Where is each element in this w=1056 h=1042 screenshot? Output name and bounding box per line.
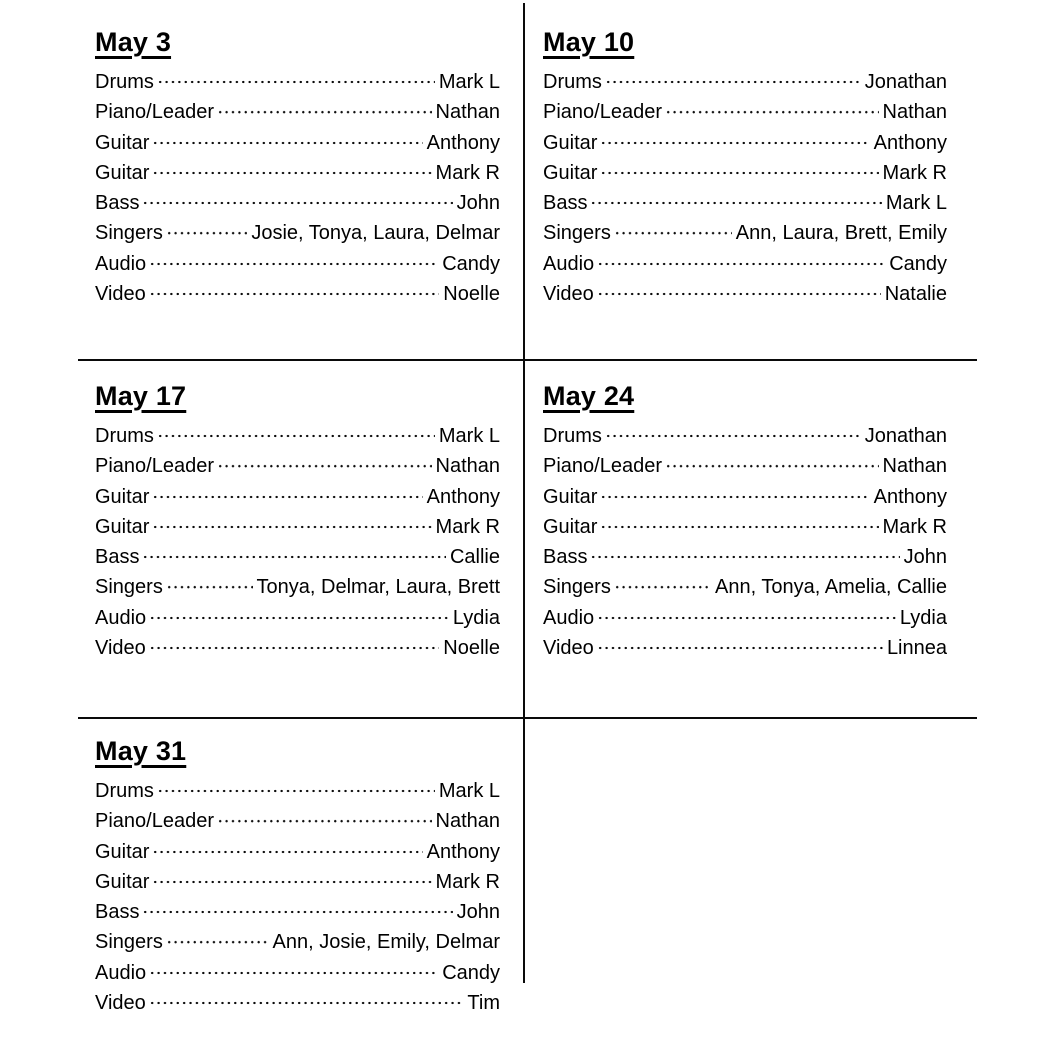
dot-leader — [149, 633, 440, 663]
assignee-name: Ann, Josie, Emily, Delmar — [272, 931, 500, 954]
assignee-name: Mark R — [435, 515, 500, 538]
assignment-row — [95, 67, 500, 97]
assignee-name: Josie, Tonya, Laura, Delmar — [251, 222, 500, 245]
assignee-name: Callie — [449, 546, 500, 569]
role-label: Audio — [543, 252, 595, 275]
schedule-section — [543, 26, 947, 309]
role-label: Bass — [543, 192, 588, 215]
dot-leader — [614, 218, 732, 248]
assignee-name: Ann, Tonya, Amelia, Callie — [715, 576, 947, 599]
assignment-row — [95, 218, 500, 248]
dot-leader — [217, 806, 432, 836]
assignee-name: Nathan — [882, 455, 947, 478]
dot-leader — [142, 897, 452, 927]
assignee-name: Lydia — [899, 606, 947, 629]
dot-leader — [152, 482, 422, 512]
dot-leader — [166, 927, 269, 957]
role-label: Bass — [95, 192, 140, 215]
role-label: Audio — [95, 606, 147, 629]
section-rows — [543, 67, 947, 309]
column-divider-line — [523, 3, 525, 983]
dot-leader — [217, 97, 432, 127]
section-title: May 17 — [95, 381, 187, 411]
dot-leader — [590, 188, 881, 218]
assignee-name: Nathan — [882, 101, 947, 124]
assignee-name: Mark L — [438, 71, 500, 93]
role-label: Guitar — [95, 131, 150, 154]
dot-leader — [157, 421, 435, 451]
assignee-name: Mark R — [882, 515, 947, 538]
assignment-row — [95, 927, 500, 957]
assignment-row — [95, 542, 500, 572]
dot-leader — [600, 128, 869, 158]
dot-leader — [149, 988, 464, 1018]
assignee-name: John — [456, 192, 500, 215]
role-label: Guitar — [95, 870, 150, 893]
assignee-name: Jonathan — [864, 71, 947, 93]
section-title: May 10 — [543, 27, 635, 57]
assignment-row — [543, 97, 947, 127]
role-label: Guitar — [543, 485, 598, 508]
assignee-name: Anthony — [873, 485, 947, 508]
assignment-row — [543, 633, 947, 663]
assignment-row — [543, 572, 947, 602]
assignee-name: Mark R — [435, 870, 500, 893]
role-label: Piano/Leader — [543, 455, 662, 478]
dot-leader — [149, 603, 449, 633]
assignment-row — [95, 158, 500, 188]
assignment-row — [95, 867, 500, 897]
assignee-name: Tim — [467, 992, 500, 1015]
role-label: Drums — [543, 71, 602, 93]
role-label: Drums — [543, 425, 602, 447]
role-label: Singers — [543, 576, 611, 599]
schedule-section — [95, 380, 500, 663]
dot-leader — [142, 542, 446, 572]
assignee-name: Nathan — [435, 101, 500, 124]
assignee-name: Mark R — [435, 161, 500, 184]
role-label: Video — [95, 637, 146, 660]
schedule-section — [95, 735, 500, 1018]
role-label: Video — [543, 637, 594, 660]
dot-leader — [614, 572, 711, 602]
dot-leader — [665, 451, 879, 481]
role-label: Video — [95, 283, 146, 306]
dot-leader — [590, 542, 899, 572]
dot-leader — [149, 958, 438, 988]
dot-leader — [597, 249, 885, 279]
assignment-row — [95, 837, 500, 867]
dot-leader — [600, 482, 869, 512]
assignee-name: Anthony — [873, 131, 947, 154]
dot-leader — [665, 97, 879, 127]
assignment-row — [543, 451, 947, 481]
dot-leader — [152, 158, 431, 188]
assignee-name: Jonathan — [864, 425, 947, 447]
dot-leader — [157, 776, 435, 806]
dot-leader — [149, 249, 438, 279]
assignment-row — [95, 188, 500, 218]
assignment-row — [543, 542, 947, 572]
assignment-row — [543, 603, 947, 633]
assignment-row — [543, 218, 947, 248]
role-label: Singers — [543, 222, 611, 245]
role-label: Bass — [543, 546, 588, 569]
assignee-name: Mark L — [885, 192, 947, 215]
section-rows — [95, 776, 500, 1018]
assignment-row — [95, 512, 500, 542]
row-divider-line-1 — [78, 359, 977, 361]
assignment-row — [95, 806, 500, 836]
dot-leader — [152, 512, 431, 542]
assignee-name: Noelle — [443, 283, 500, 306]
assignment-row — [543, 482, 947, 512]
role-label: Piano/Leader — [543, 101, 662, 124]
assignment-row — [95, 633, 500, 663]
section-rows — [543, 421, 947, 663]
assignment-row — [95, 279, 500, 309]
role-label: Guitar — [95, 161, 150, 184]
assignment-row — [95, 958, 500, 988]
assignee-name: Mark L — [438, 780, 500, 802]
role-label: Audio — [95, 252, 147, 275]
role-label: Guitar — [95, 840, 150, 863]
dot-leader — [166, 218, 248, 248]
assignment-row — [95, 897, 500, 927]
role-label: Guitar — [95, 515, 150, 538]
assignment-row — [543, 279, 947, 309]
role-label: Bass — [95, 901, 140, 924]
dot-leader — [600, 512, 878, 542]
role-label: Piano/Leader — [95, 101, 214, 124]
dot-leader — [152, 867, 431, 897]
dot-leader — [600, 158, 878, 188]
assignee-name: Anthony — [426, 485, 500, 508]
assignment-row — [95, 97, 500, 127]
assignment-row — [95, 451, 500, 481]
role-label: Audio — [543, 606, 595, 629]
role-label: Drums — [95, 71, 154, 93]
assignment-row — [95, 421, 500, 451]
dot-leader — [166, 572, 253, 602]
assignee-name: Ann, Laura, Brett, Emily — [735, 222, 947, 245]
dot-leader — [149, 279, 440, 309]
dot-leader — [157, 67, 435, 97]
dot-leader — [605, 67, 861, 97]
assignee-name: John — [903, 546, 947, 569]
assignee-name: Candy — [889, 252, 947, 275]
section-rows — [95, 421, 500, 663]
section-title: May 31 — [95, 736, 187, 766]
assignment-row — [543, 188, 947, 218]
role-label: Singers — [95, 576, 163, 599]
assignment-row — [543, 128, 947, 158]
role-label: Singers — [95, 931, 163, 954]
row-divider-line-2 — [78, 717, 977, 719]
assignee-name: John — [456, 901, 500, 924]
role-label: Video — [95, 992, 146, 1015]
dot-leader — [597, 633, 883, 663]
role-label: Guitar — [95, 485, 150, 508]
assignee-name: Anthony — [426, 840, 500, 863]
assignment-row — [543, 158, 947, 188]
role-label: Drums — [95, 780, 154, 802]
schedule-section — [95, 26, 500, 309]
schedule-section — [543, 380, 947, 663]
role-label: Video — [543, 283, 594, 306]
section-title: May 24 — [543, 381, 635, 411]
assignment-row — [543, 512, 947, 542]
assignment-row — [95, 988, 500, 1018]
assignee-name: Linnea — [886, 637, 947, 660]
assignment-row — [543, 67, 947, 97]
section-rows — [95, 67, 500, 309]
role-label: Piano/Leader — [95, 455, 214, 478]
role-label: Guitar — [543, 161, 598, 184]
assignee-name: Tonya, Delmar, Laura, Brett — [256, 576, 500, 599]
role-label: Singers — [95, 222, 163, 245]
assignee-name: Candy — [442, 252, 500, 275]
assignment-row — [543, 249, 947, 279]
assignee-name: Mark L — [438, 425, 500, 447]
role-label: Drums — [95, 425, 154, 447]
dot-leader — [142, 188, 452, 218]
assignee-name: Anthony — [426, 131, 500, 154]
dot-leader — [597, 603, 896, 633]
assignee-name: Natalie — [884, 283, 947, 306]
assignment-row — [95, 128, 500, 158]
role-label: Audio — [95, 961, 147, 984]
assignment-row — [95, 603, 500, 633]
assignee-name: Noelle — [443, 637, 500, 660]
assignee-name: Nathan — [435, 455, 500, 478]
assignment-row — [543, 421, 947, 451]
assignee-name: Lydia — [452, 606, 500, 629]
assignee-name: Mark R — [882, 161, 947, 184]
dot-leader — [217, 451, 432, 481]
assignee-name: Nathan — [435, 810, 500, 833]
role-label: Guitar — [543, 131, 598, 154]
dot-leader — [597, 279, 881, 309]
assignment-row — [95, 249, 500, 279]
assignment-row — [95, 482, 500, 512]
role-label: Piano/Leader — [95, 810, 214, 833]
dot-leader — [152, 128, 422, 158]
assignment-row — [95, 776, 500, 806]
section-title: May 3 — [95, 27, 172, 57]
dot-leader — [605, 421, 861, 451]
assignment-row — [95, 572, 500, 602]
dot-leader — [152, 837, 422, 867]
role-label: Bass — [95, 546, 140, 569]
role-label: Guitar — [543, 515, 598, 538]
assignee-name: Candy — [442, 961, 500, 984]
